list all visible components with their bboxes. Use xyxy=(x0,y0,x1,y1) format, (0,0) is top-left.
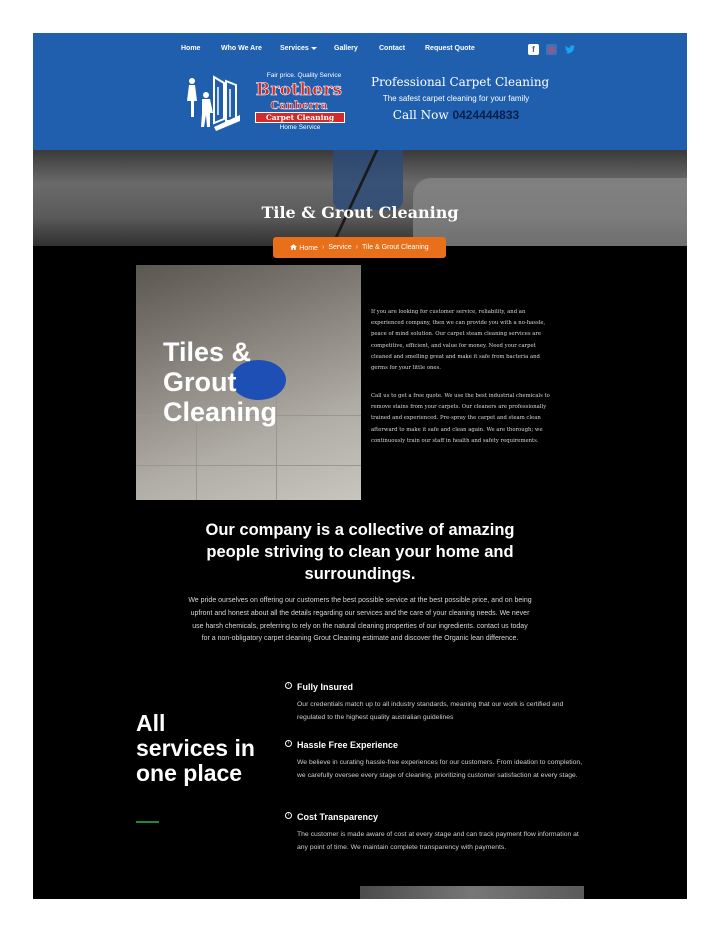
nav-contact[interactable]: Contact xyxy=(379,45,406,52)
logo-line-canberra: Canberra xyxy=(270,99,328,112)
breadcrumb-separator: › xyxy=(355,244,358,251)
page-title: Tile & Grout Cleaning xyxy=(261,203,459,222)
arrow-circle-icon: › xyxy=(285,812,292,819)
tagline-title: Professional Carpet Cleaning xyxy=(371,75,550,89)
breadcrumb-separator: › xyxy=(321,244,325,251)
call-now-label: Call Now xyxy=(392,108,449,122)
nav-gallery[interactable]: Gallery xyxy=(334,45,358,52)
twitter-icon[interactable] xyxy=(564,44,575,55)
logo-line-brothers: Brothers xyxy=(255,80,343,100)
chevron-down-icon xyxy=(311,47,317,50)
main-nav xyxy=(33,45,687,59)
nav-services[interactable] xyxy=(280,45,317,52)
workers-illustration-icon xyxy=(187,77,240,131)
breadcrumb-service[interactable]: Service xyxy=(328,244,352,251)
breadcrumb xyxy=(273,237,446,258)
intro-paragraph-2: Call us to get a free quote. We use the best industrial chemicals to remove stains from your carpets. Our cleaners are professionally trained and experienced. Pre-spray the carpet and steam clean afterward to make it safe and clean again. We are thorough; we continuously train our staff in health and safety requirements. xyxy=(371,393,550,444)
hero-banner xyxy=(33,150,687,246)
intro-paragraph-1: If you are looking for customer service, reliability, and an experienced company, then we can provide you with a no-hassle, peace of mind solution. Our carpet steam cleaning services are competitive, efficient, and value for money. Need your carpet cleaned and smelling great and make it safe from bacteria and germs for your little ones. xyxy=(371,309,546,372)
tile-grout-line xyxy=(196,415,197,500)
bottom-image-partial xyxy=(360,886,584,899)
nav-services-label: Services xyxy=(280,45,309,52)
heading-accent-divider xyxy=(136,821,159,823)
nav-who-we-are[interactable]: Who We Are xyxy=(221,45,262,52)
phone-number[interactable]: 0424444833 xyxy=(452,108,520,122)
feature-text: We believe in curating hassle-free experiences for our customers. From ideation to completion, we carefully oversee every stage of cleaning, prioritizing customer satisfaction at every stage. xyxy=(297,759,583,779)
services-heading: All services in one place xyxy=(136,710,255,786)
breadcrumb-current: Tile & Grout Cleaning xyxy=(362,244,429,251)
home-icon xyxy=(290,244,297,250)
page xyxy=(33,33,687,899)
feature-title: Fully Insured xyxy=(297,682,354,692)
breadcrumb-home[interactable] xyxy=(290,244,318,252)
company-heading: Our company is a collective of amazing people striving to clean your home and surroundings. xyxy=(205,521,515,583)
call-now[interactable] xyxy=(371,108,541,122)
feature-title: Cost Transparency xyxy=(297,812,379,822)
tagline-subtitle: The safest carpet cleaning for your family xyxy=(382,94,530,103)
feature-text: Our credentials match up to all industry standards, meaning that our work is certified and regulated to the highest quality australian guidelines xyxy=(297,701,564,721)
feature-text: The customer is made aware of cost at every stage and can track payment flow information at any point of time. We maintain complete transparency with payments. xyxy=(297,831,579,851)
tile-grout-line xyxy=(136,465,361,466)
logo-line-carpet-cleaning: Carpet Cleaning xyxy=(255,112,345,123)
twitter-bird-icon xyxy=(565,45,575,54)
facebook-icon[interactable]: f xyxy=(528,44,539,55)
company-description: We pride ourselves on offering our customers the best possible service at the best possible price, and on being upfront and honest about all the details regarding our services and the care of your cleaning needs. We never use harsh chemicals, preferring to rely on the natural cleaning properties of our ingredients. contact us today for a non-obligatory carpet cleaning Grout Cleaning estimate and discover the Organic lean difference. xyxy=(188,597,532,643)
logo-slogan: Fair price. Quality Service xyxy=(266,72,342,79)
site-header xyxy=(33,33,687,150)
arrow-circle-icon: › xyxy=(285,740,292,747)
intro-heading: Tiles & Grout Cleaning xyxy=(163,337,278,427)
breadcrumb-home-label: Home xyxy=(299,244,318,252)
feature-title: Hassle Free Experience xyxy=(297,740,399,750)
logo-line-home-service: Home Service xyxy=(279,124,321,131)
arrow-circle-icon: › xyxy=(285,682,292,689)
nav-request-quote[interactable]: Request Quote xyxy=(425,45,475,52)
instagram-icon[interactable]: ◎ xyxy=(546,44,557,55)
nav-home[interactable]: Home xyxy=(181,45,201,52)
